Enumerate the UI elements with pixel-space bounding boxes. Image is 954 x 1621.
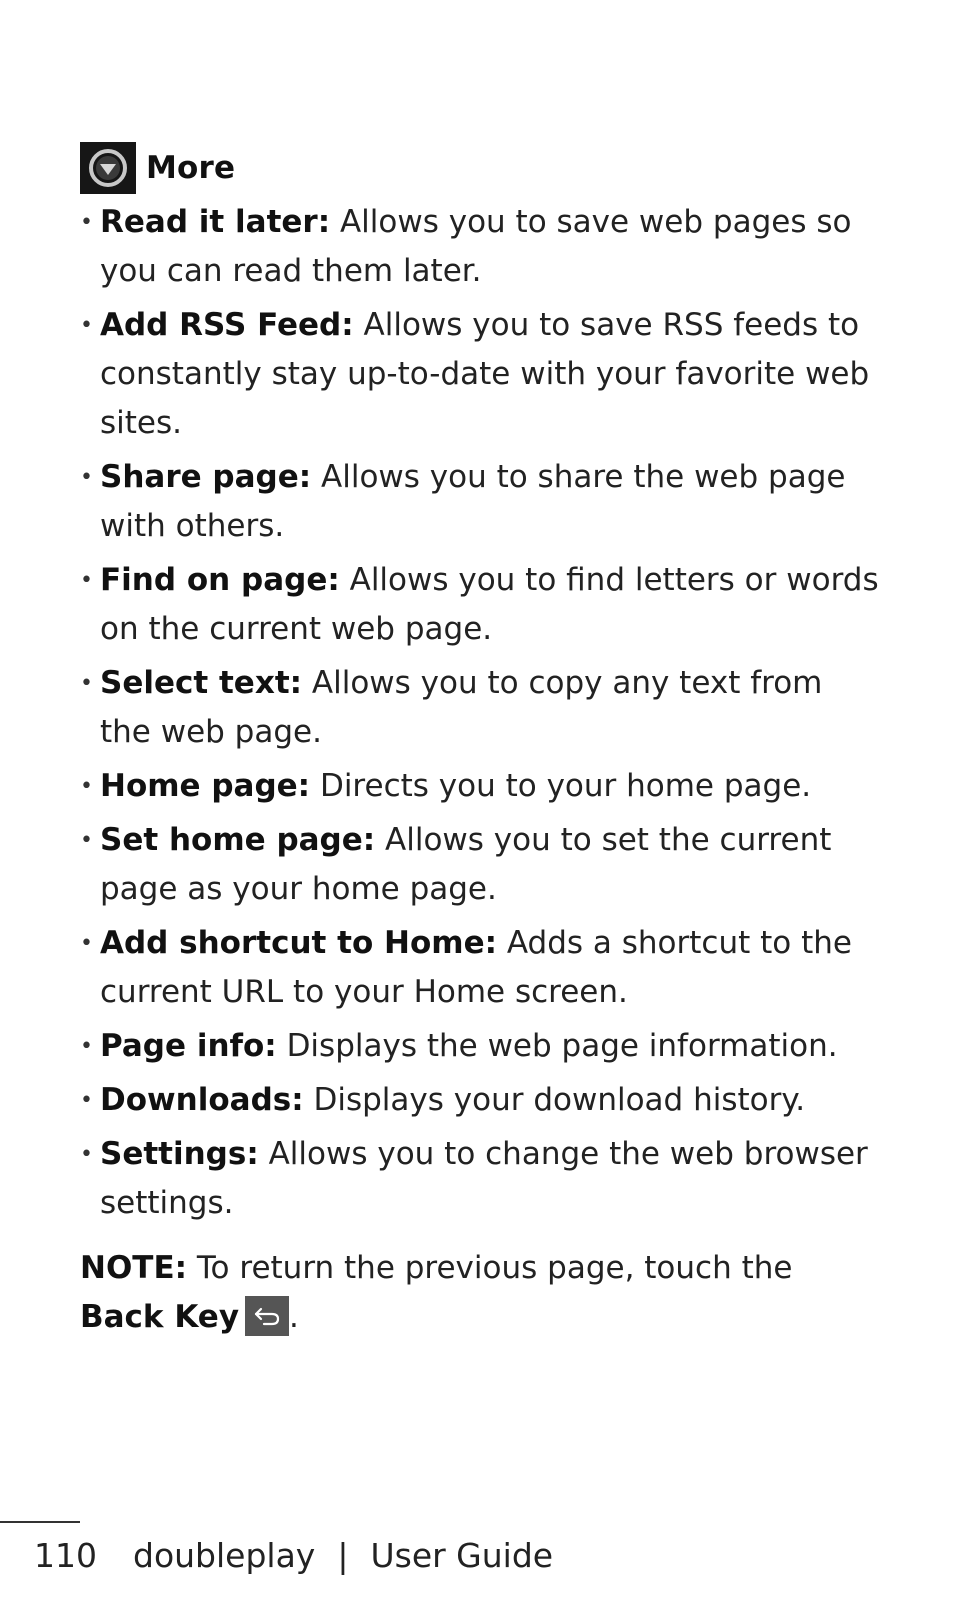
footer-separator: |: [337, 1535, 349, 1575]
item-description: Adds a shortcut to the current URL to your Home screen.: [100, 925, 852, 1010]
item-term: Share page:: [100, 459, 312, 495]
item-term: Read it later:: [100, 204, 331, 240]
item-description: Allows you to share the web page with others.: [100, 459, 846, 544]
bullet: •: [80, 1142, 93, 1167]
item-description: Allows you to save RSS feeds to constantly stay up-to-date with your favorite web sites.: [100, 307, 870, 441]
page-number: 110: [34, 1535, 97, 1575]
note-label: NOTE:: [80, 1250, 188, 1286]
product-name: doubleplay: [133, 1535, 316, 1575]
item-description: Directs you to your home page.: [319, 768, 812, 804]
item-term: Find on page:: [100, 562, 340, 598]
list-item: [80, 919, 880, 1017]
bullet: •: [80, 1088, 93, 1113]
list-item: [80, 198, 880, 296]
item-description: Displays the web page information.: [286, 1028, 838, 1064]
guide-title: User Guide: [370, 1535, 554, 1575]
item-term: Home page:: [100, 768, 311, 804]
feature-list: [80, 198, 880, 1228]
item-term: Set home page:: [100, 822, 376, 858]
list-item: [80, 659, 880, 757]
item-description: Allows you to change the web browser settings.: [100, 1136, 868, 1221]
footer-rule: [0, 1521, 80, 1523]
item-description: Allows you to save web pages so you can read them later.: [100, 204, 852, 289]
section-heading: [80, 142, 880, 194]
page-footer: [34, 1525, 553, 1585]
back-arrow-icon: [245, 1296, 289, 1336]
bullet: •: [80, 931, 93, 956]
section-title: More: [146, 150, 236, 186]
item-term: Downloads:: [100, 1082, 304, 1118]
list-item: [80, 301, 880, 448]
bullet: •: [80, 1034, 93, 1059]
list-item: [80, 762, 880, 811]
list-item: [80, 1076, 880, 1125]
bullet: •: [80, 828, 93, 853]
bullet: •: [80, 313, 93, 338]
item-description: Allows you to set the current page as your home page.: [100, 822, 832, 907]
list-item: [80, 556, 880, 654]
page-content: [80, 142, 880, 1342]
item-description: Allows you to find letters or words on the current web page.: [100, 562, 879, 647]
list-item: [80, 1130, 880, 1228]
bullet: •: [80, 568, 93, 593]
note-end: .: [289, 1299, 299, 1335]
item-description: Allows you to copy any text from the web page.: [100, 665, 823, 750]
item-term: Add shortcut to Home:: [100, 925, 498, 961]
bullet: •: [80, 671, 93, 696]
item-term: Page info:: [100, 1028, 277, 1064]
bullet: •: [80, 210, 93, 235]
item-term: Add RSS Feed:: [100, 307, 354, 343]
item-description: Displays your download history.: [313, 1082, 806, 1118]
note: [80, 1244, 880, 1342]
list-item: [80, 816, 880, 914]
back-key-label: Back Key: [80, 1299, 240, 1335]
list-item: [80, 1022, 880, 1071]
menu-more-icon: [80, 142, 136, 194]
bullet: •: [80, 774, 93, 799]
list-item: [80, 453, 880, 551]
note-text: To return the previous page, touch the: [196, 1250, 793, 1286]
item-term: Settings:: [100, 1136, 259, 1172]
item-term: Select text:: [100, 665, 303, 701]
bullet: •: [80, 465, 93, 490]
